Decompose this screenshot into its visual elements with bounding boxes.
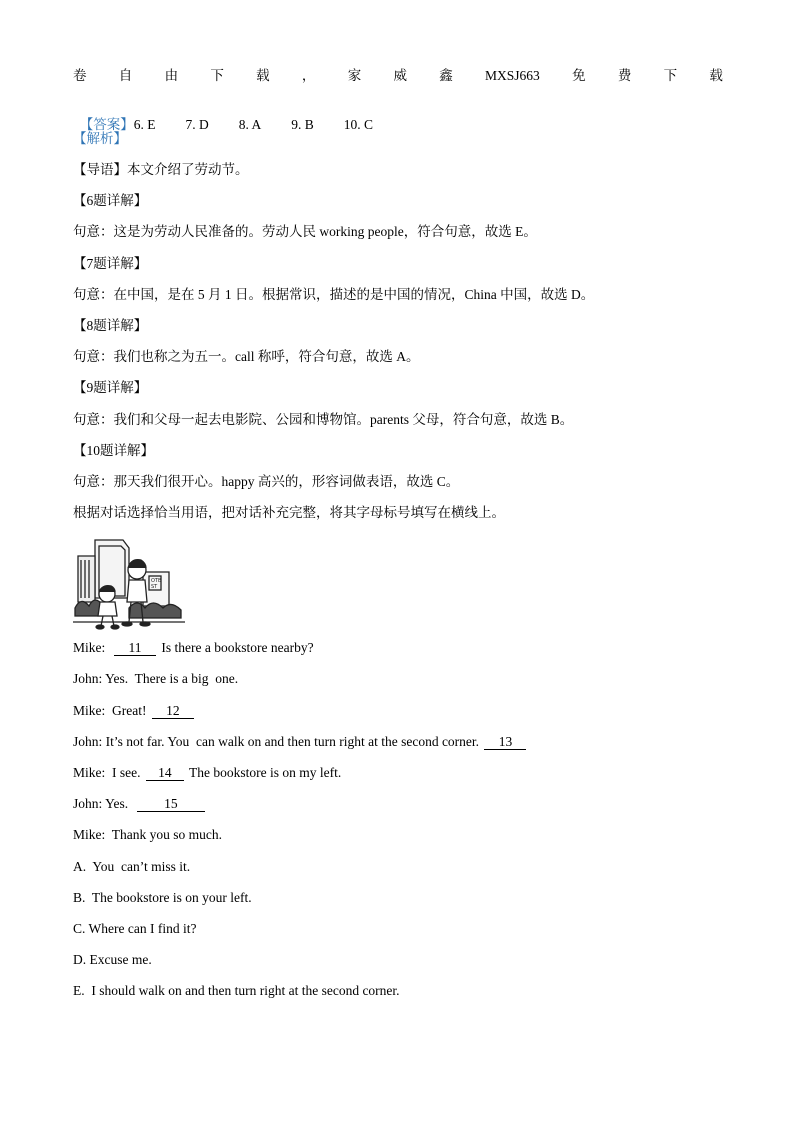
detail-title: 【8题详解】 <box>73 318 148 333</box>
detail-text: 句意：我们和父母一起去电影院、公园和博物馆。parents 父母，符合句意，故选 B。 <box>73 412 574 427</box>
option-item: B. The bookstore is on your left. <box>73 890 252 905</box>
answer-item: 8. A <box>238 117 262 132</box>
answer-item: 6. E <box>133 117 156 132</box>
dialogue-text: John: Yes. <box>73 796 135 811</box>
detail-text: 句意：我们也称之为五一。call 称呼，符合句意，故选 A。 <box>73 349 420 364</box>
option-item: C. Where can I find it? <box>73 921 197 936</box>
dialogue-text: Is there a bookstore nearby? <box>158 640 314 655</box>
answer-item: 7. D <box>185 117 209 132</box>
dialogue-text: Mike: <box>73 640 112 655</box>
header-char: 威 <box>393 68 407 83</box>
header-char: 下 <box>210 68 224 83</box>
answer-blank: 15 <box>137 796 205 812</box>
dialogue-text: John: It’s not far. You can walk on and then turn right at the second corner. <box>73 734 483 749</box>
dialogue-line <box>73 733 528 751</box>
answer-blank: 13 <box>484 734 526 750</box>
analysis-label: 【解析】 <box>73 131 127 146</box>
header-char: 免 <box>572 68 586 83</box>
answer-label: 【答案】 <box>79 117 134 132</box>
header-char: 自 <box>118 68 133 83</box>
header-char: 由 <box>164 68 179 83</box>
header-char: 下 <box>663 68 678 83</box>
detail-text: 句意：这是为劳动人民准备的。劳动人民 working people，符合句意，故选 E。 <box>73 224 537 239</box>
header-char: 载 <box>709 68 723 83</box>
header-char: ， <box>301 68 316 83</box>
option-item: D. Excuse me. <box>73 952 152 967</box>
detail-text: 句意：那天我们很开心。happy 高兴的，形容词做表语，故选 C。 <box>73 474 460 489</box>
dialogue-text: Mike: Great! <box>73 703 150 718</box>
svg-text:ST: ST <box>151 584 158 590</box>
header-char: 卷 <box>73 68 87 83</box>
svg-text:OTB: OTB <box>151 578 162 584</box>
header-char: 费 <box>617 68 632 83</box>
dialogue-text: Mike: I see. <box>73 765 144 780</box>
dialogue-line <box>73 702 196 720</box>
option-item: A. You can’t miss it. <box>73 859 191 874</box>
answer-item: 9. B <box>291 117 314 132</box>
boys-street-illustration <box>73 536 185 632</box>
answer-blank: 12 <box>152 703 194 719</box>
intro-text: 【导语】本文介绍了劳动节。 <box>73 162 249 177</box>
detail-title: 【9题详解】 <box>73 380 148 395</box>
header-code: MXSJ663 <box>485 68 540 83</box>
answer-blank: 14 <box>146 765 184 781</box>
header-char: 家 <box>347 68 362 83</box>
dialogue-line <box>73 795 207 813</box>
dialogue-line: Mike: Thank you so much. <box>73 827 222 842</box>
detail-title: 【10题详解】 <box>73 443 154 458</box>
header-char: 鑫 <box>439 68 453 83</box>
dialogue-text: The bookstore is on my left. <box>185 765 342 780</box>
answer-item: 10. C <box>343 117 374 132</box>
detail-title: 【6题详解】 <box>73 193 148 208</box>
dialogue-line <box>73 764 341 782</box>
header-char: 载 <box>256 68 270 83</box>
instruction-text: 根据对话选择恰当用语，把对话补充完整，将其字母标号填写在横线上。 <box>73 505 505 520</box>
detail-title: 【7题详解】 <box>73 256 148 271</box>
dialogue-line <box>73 639 314 657</box>
option-item: E. I should walk on and then turn right at the second corner. <box>73 983 400 998</box>
answer-blank: 11 <box>114 640 156 656</box>
answer-line <box>73 98 373 134</box>
page-header <box>73 67 723 85</box>
dialogue-line: John: Yes. There is a big one. <box>73 671 239 686</box>
detail-text: 句意：在中国，是在 5 月 1 日。根据常识，描述的是中国的情况，China 中国，故选 D。 <box>73 287 595 302</box>
